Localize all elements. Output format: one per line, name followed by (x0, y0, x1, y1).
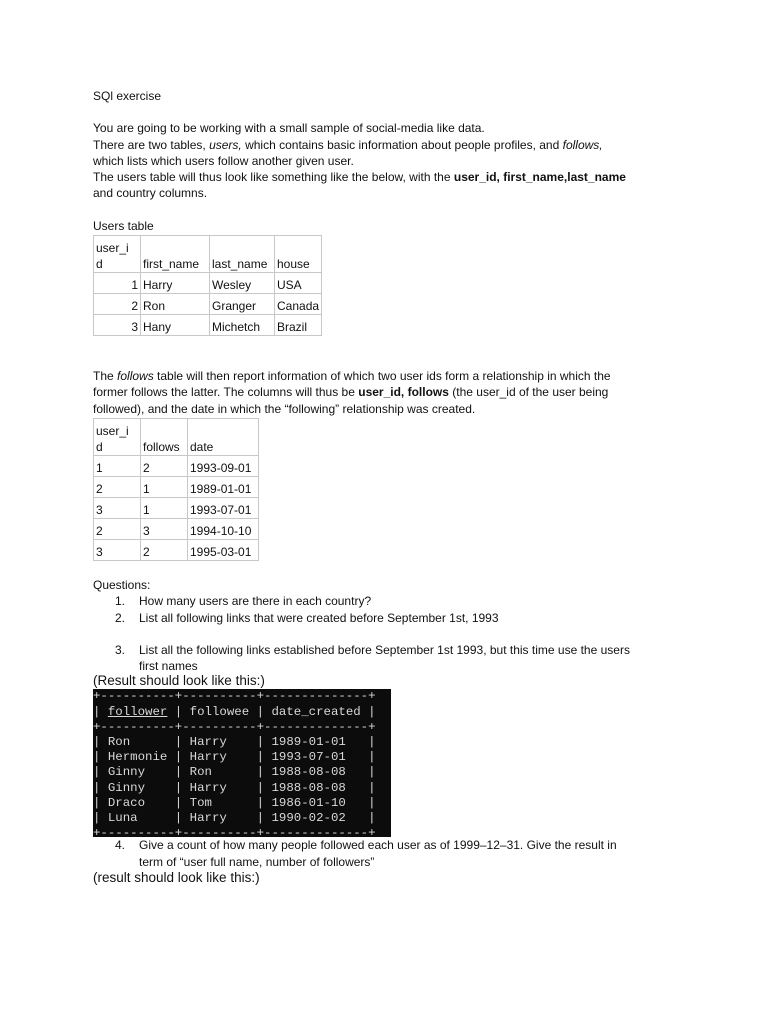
question-text: List all the following links established before September 1st 1993, but this time use the users (139, 642, 630, 657)
header-cell: last_name (210, 236, 275, 273)
table-cell: USA (275, 273, 322, 294)
question-number: 3. (115, 642, 126, 657)
page-title: SQl exercise (93, 89, 162, 103)
follows-line-3: followed), and the date in which the “following” relationship was created. (93, 401, 476, 416)
console-border: +----------+----------+--------------+ (93, 826, 376, 838)
table-cell: 1993-07-01 (188, 497, 259, 518)
question-number: 4. (115, 838, 126, 853)
users-table (93, 235, 322, 336)
header-user-id-part: d (96, 257, 103, 272)
question-text: How many users are there in each country? (139, 594, 372, 609)
table-cell: 1993-09-01 (188, 455, 259, 476)
question-number: 1. (115, 594, 126, 609)
follows-term: follows, (562, 137, 603, 152)
header-cell: follows (141, 418, 188, 455)
table-cell: Hany (141, 315, 210, 336)
intro-line-1: You are going to be working with a small sample of social-media like data. (93, 121, 485, 136)
table-cell: Brazil (275, 315, 322, 336)
table-row (94, 476, 259, 497)
question-item (93, 837, 693, 870)
questions-list-continued (93, 837, 693, 870)
table-cell: Granger (210, 294, 275, 315)
console-border: +----------+----------+--------------+ (93, 689, 376, 704)
console-row: | Luna | Harry | 1990-02-02 | (93, 810, 376, 825)
header-user-id-part: user_i (96, 423, 129, 438)
table-cell: 2 (94, 518, 141, 539)
table-cell: 1995-03-01 (188, 539, 259, 560)
console-header (93, 705, 391, 720)
question-item (93, 642, 693, 675)
table-cell: 2 (141, 539, 188, 560)
console-header-follower: follower (107, 704, 168, 719)
table-row (94, 315, 322, 336)
table-cell: 1 (141, 497, 188, 518)
header-user-id-part: user_i (96, 241, 129, 256)
table-header-row (94, 236, 322, 273)
table-cell: 3 (94, 539, 141, 560)
follows-paragraph (93, 368, 693, 417)
table-cell: 1 (94, 273, 141, 294)
table-cell: Harry (141, 273, 210, 294)
column-names: user_id, first_name,last_name (453, 170, 626, 185)
users-table-caption: Users table (93, 218, 154, 233)
follows-line-2 (93, 384, 693, 400)
console-row: | Draco | Tom | 1986-01-10 | (93, 795, 376, 810)
header-user-id-part: d (96, 439, 103, 454)
table-row (94, 539, 259, 560)
document-page (93, 88, 693, 886)
intro-line-5: and country columns. (93, 186, 208, 201)
column-names: user_id, follows (358, 385, 449, 400)
console-row: | Hermonie | Harry | 1993-07-01 | (93, 750, 376, 765)
result-note: (Result should look like this:) (93, 673, 265, 689)
table-cell: 3 (94, 315, 141, 336)
header-cell: first_name (141, 236, 210, 273)
follows-table (93, 418, 259, 561)
question-item (93, 610, 693, 626)
questions-list (93, 593, 693, 674)
follows-term: follows (117, 369, 154, 384)
question-number: 2. (115, 610, 126, 625)
intro-line-2 (93, 137, 693, 153)
intro-line-3: which lists which users follow another given user. (93, 153, 354, 168)
intro-text: The users table will thus look like something like the below, with the (93, 170, 454, 185)
console-border: +----------+----------+--------------+ (93, 719, 376, 734)
table-cell: Canada (275, 294, 322, 315)
users-term: users, (209, 137, 242, 152)
header-cell: house (275, 236, 322, 273)
question-text: term of “user full name, number of followers” (139, 854, 375, 869)
sql-result-screenshot (93, 689, 391, 837)
table-row (94, 497, 259, 518)
table-cell: 1 (141, 476, 188, 497)
console-row: | Ginny | Ron | 1988-08-08 | (93, 765, 376, 780)
follows-text: former follows the latter. The columns will thus be (93, 385, 359, 400)
header-cell (94, 418, 141, 455)
table-row (94, 294, 322, 315)
table-row (94, 518, 259, 539)
blank-line (93, 626, 693, 642)
table-cell: Ron (141, 294, 210, 315)
table-cell: 2 (141, 455, 188, 476)
questions-heading: Questions: (93, 577, 151, 592)
console-row: | Ron | Harry | 1989-01-01 | (93, 735, 376, 750)
table-cell: 3 (94, 497, 141, 518)
table-cell: 1989-01-01 (188, 476, 259, 497)
table-cell: 2 (94, 294, 141, 315)
table-cell: 3 (141, 518, 188, 539)
question-text: Give a count of how many people followed each user as of 1999–12–31. Give the result in (139, 838, 617, 853)
header-cell: date (188, 418, 259, 455)
table-header-row (94, 418, 259, 455)
console-row: | Ginny | Harry | 1988-08-08 | (93, 780, 376, 795)
question-item (93, 593, 693, 609)
intro-line-4 (93, 169, 693, 185)
header-cell (94, 236, 141, 273)
table-cell: 2 (94, 476, 141, 497)
table-row (94, 273, 322, 294)
table-row (94, 455, 259, 476)
intro-paragraph (93, 120, 693, 201)
table-cell: Wesley (210, 273, 275, 294)
console-text: | (93, 704, 108, 719)
follows-text: table will then report information of which two user ids form a relationship in which the (153, 369, 611, 384)
question-text: first names (139, 659, 198, 674)
result-note: (result should look like this:) (93, 870, 260, 886)
follows-text: The (93, 369, 118, 384)
intro-text: There are two tables, (93, 137, 210, 152)
follows-line-1 (93, 368, 693, 384)
follows-text: (the user_id of the user being (448, 385, 609, 400)
table-cell: 1 (94, 455, 141, 476)
console-text: | followee | date_created | (167, 704, 376, 719)
question-text: List all following links that were created before September 1st, 1993 (139, 610, 499, 625)
table-cell: Michetch (210, 315, 275, 336)
table-cell: 1994-10-10 (188, 518, 259, 539)
intro-text: which contains basic information about people profiles, and (241, 137, 563, 152)
